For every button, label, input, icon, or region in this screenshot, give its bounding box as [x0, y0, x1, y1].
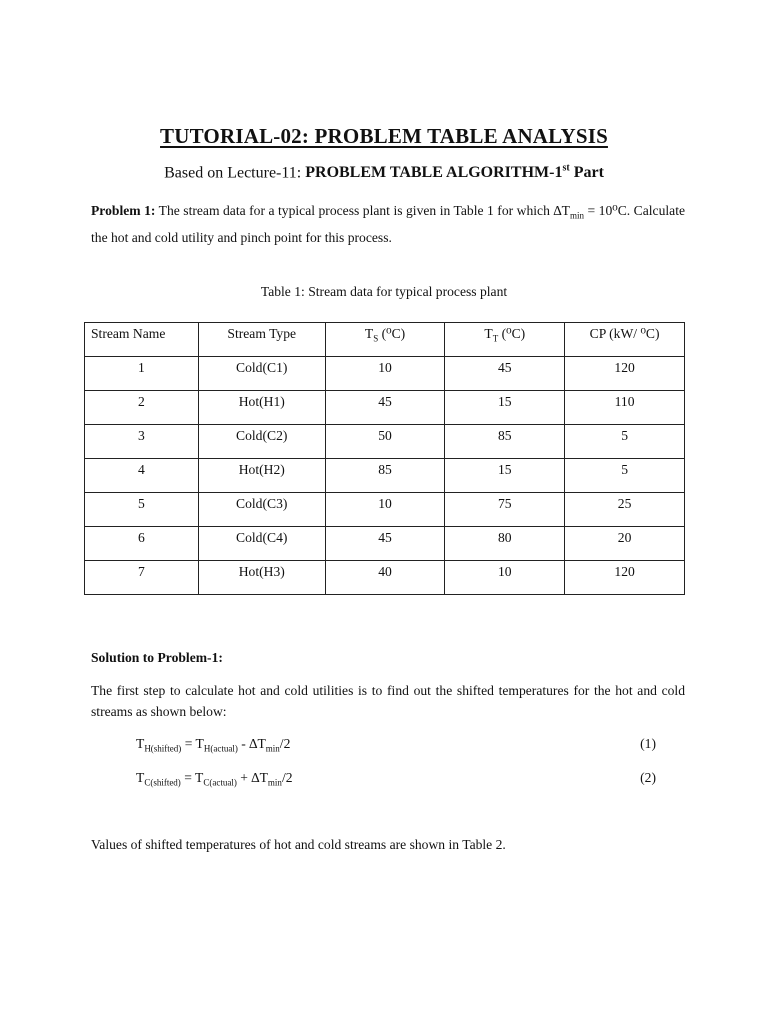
cell-stream-type: Cold(C2): [198, 425, 325, 459]
cell-tt: 85: [445, 425, 565, 459]
cell-ts: 45: [325, 391, 445, 425]
equation-number-1: (1): [640, 736, 656, 751]
cell-tt: 45: [445, 357, 565, 391]
cell-stream-name: 6: [85, 527, 199, 561]
cell-cp: 120: [565, 357, 685, 391]
subtitle: [0, 163, 768, 182]
header-ts: [325, 323, 445, 357]
cell-ts: 10: [325, 493, 445, 527]
table-row: [85, 459, 685, 493]
equation-number-2: (2): [640, 770, 656, 785]
eq2-s1: C(shifted): [144, 777, 181, 788]
eq2-s2: C(actual): [203, 777, 237, 788]
cell-cp: 5: [565, 425, 685, 459]
problem-text-sub: min: [570, 210, 585, 221]
subtitle-bold-suffix: Part: [569, 164, 604, 182]
cell-stream-name: 7: [85, 561, 199, 595]
eq2-end: /2: [281, 770, 293, 785]
cell-stream-type: Cold(C1): [198, 357, 325, 391]
cell-ts: 40: [325, 561, 445, 595]
header-stream-name: Stream Name: [85, 323, 199, 357]
cell-stream-name: 1: [85, 357, 199, 391]
eq1-end: /2: [279, 736, 291, 751]
header-ts-sub: S: [373, 333, 379, 344]
cell-stream-name: 5: [85, 493, 199, 527]
subtitle-bold-main: PROBLEM TABLE ALGORITHM-1: [305, 164, 563, 182]
subtitle-bold: [305, 164, 604, 181]
eq1-mid: = T: [181, 736, 204, 751]
eq2-s3: min: [267, 777, 282, 788]
solution-intro: The first step to calculate hot and cold utilities is to find out the shifted temperatures for the hot and cold streams as shown below:: [91, 683, 685, 719]
problem-text-a: The stream data for a typical process plant is given in Table 1 for which ∆T: [155, 203, 570, 218]
page-title: TUTORIAL-02: PROBLEM TABLE ANALYSIS: [160, 124, 608, 148]
solution-heading: Solution to Problem-1:: [91, 650, 223, 665]
header-stream-type: Stream Type: [198, 323, 325, 357]
header-tt-sub: T: [492, 333, 499, 344]
header-tt-unit: (⁰C): [498, 326, 526, 341]
cell-stream-type: Cold(C4): [198, 527, 325, 561]
cell-ts: 10: [325, 357, 445, 391]
table-row: [85, 561, 685, 595]
cell-tt: 80: [445, 527, 565, 561]
cell-stream-name: 3: [85, 425, 199, 459]
cell-tt: 15: [445, 459, 565, 493]
closing-paragraph: Values of shifted temperatures of hot and cold streams are shown in Table 2.: [91, 837, 506, 852]
table-row: [85, 425, 685, 459]
eq1-t1: T: [136, 736, 145, 751]
table-header-row: [85, 323, 685, 357]
eq2-mid: = T: [180, 770, 204, 785]
table-row: [85, 391, 685, 425]
cell-tt: 75: [445, 493, 565, 527]
eq2-t1: T: [136, 770, 145, 785]
cell-ts: 85: [325, 459, 445, 493]
cell-cp: 25: [565, 493, 685, 527]
header-ts-unit: (⁰C): [378, 326, 406, 341]
header-tt-main: T: [484, 326, 493, 341]
table-row: [85, 493, 685, 527]
eq1-s2: H(actual): [203, 743, 238, 754]
header-cp: CP (kW/ ⁰C): [565, 323, 685, 357]
cell-cp: 20: [565, 527, 685, 561]
equation-2: [136, 770, 656, 788]
cell-cp: 5: [565, 459, 685, 493]
problem-statement: [91, 200, 685, 248]
cell-stream-type: Hot(H3): [198, 561, 325, 595]
cell-cp: 120: [565, 561, 685, 595]
equation-1: [136, 736, 656, 754]
cell-stream-name: 4: [85, 459, 199, 493]
header-tt: [445, 323, 565, 357]
cell-stream-type: Hot(H1): [198, 391, 325, 425]
cell-stream-name: 2: [85, 391, 199, 425]
cell-tt: 10: [445, 561, 565, 595]
subtitle-prefix: Based on Lecture-11:: [164, 164, 306, 182]
problem-label: Problem 1:: [91, 203, 156, 218]
header-ts-main: T: [364, 326, 374, 341]
eq1-s3: min: [265, 743, 280, 754]
cell-tt: 15: [445, 391, 565, 425]
eq1-s1: H(shifted): [144, 743, 182, 754]
cell-stream-type: Hot(H2): [198, 459, 325, 493]
cell-stream-type: Cold(C3): [198, 493, 325, 527]
eq1-op: - ∆T: [237, 736, 266, 751]
subtitle-sup: st: [562, 163, 570, 174]
table-caption: Table 1: Stream data for typical process plant: [260, 284, 508, 299]
stream-data-table: [84, 322, 685, 595]
table-row: [85, 527, 685, 561]
table-row: [85, 357, 685, 391]
cell-cp: 110: [565, 391, 685, 425]
cell-ts: 50: [325, 425, 445, 459]
problem-text-b: = 10⁰C. Calculate the hot and cold utility and pinch point for this process.: [91, 203, 686, 245]
eq2-op: + ∆T: [236, 770, 268, 785]
cell-ts: 45: [325, 527, 445, 561]
